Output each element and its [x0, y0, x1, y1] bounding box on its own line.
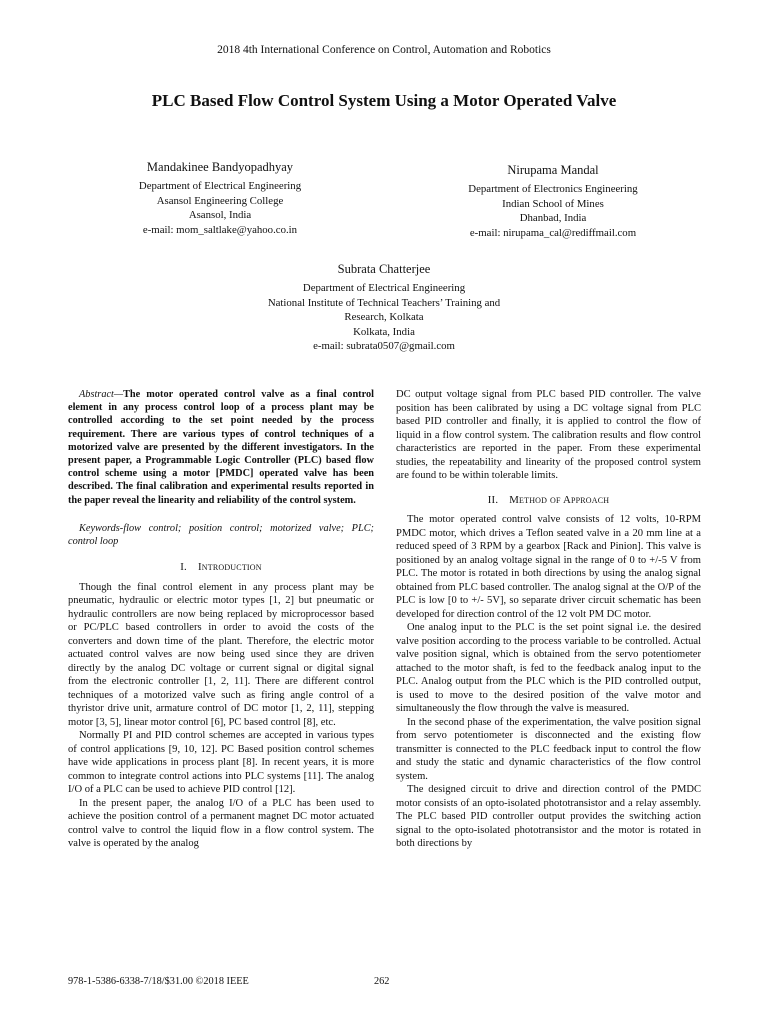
conference-header: 2018 4th International Conference on Control, Automation and Robotics — [217, 44, 551, 56]
paragraph: The designed circuit to drive and direction control of the PMDC motor consists of an opto-isolated phototransistor and a relay assembly. The PLC based PID controller output provides the switching action signal to the opto-isolated phototransistor and the motor is rotated in both directions by — [396, 784, 701, 849]
author-location: Asansol, India — [188, 209, 252, 222]
author-block-2 — [428, 163, 678, 240]
left-column — [68, 388, 374, 851]
author-block-3 — [230, 262, 538, 354]
abstract-label: Abstract— — [79, 389, 124, 400]
paragraph: The motor operated control valve consists of 12 volts, 10-RPM PMDC motor, which drives a Teflon seated valve in a 20 mm line at a reduced speed of 3 RPM by a gearbox [Rack and Pinion]. This valve is positioned by an analog voltage signal in the range of 0 to +/-5 V from PLC. The motor is rotated in both directions by using the analog signal obtained from PLC based controller. The analog signal at the O/P of the PLC is low [0 to +/- 5V], so separate driver circuit schematic has been developed for direction control of the 12 volt PM DC motor. — [396, 514, 701, 620]
author-name: Mandakinee Bandyopadhyay — [146, 160, 294, 174]
author-department: Department of Electronics Engineering — [468, 183, 638, 195]
author-institution: Indian School of Mines — [502, 197, 604, 210]
author-location: Kolkata, India — [353, 325, 415, 338]
paragraph: In the present paper, the analog I/O of a PLC has been used to achieve the position control of a permanent magnet DC motor actuated control valve to control the liquid flow in a flow control system. The valve is operated by the analog — [68, 797, 374, 850]
keywords: Keywords-flow control; position control; motorized valve; PLC; control loop — [68, 522, 374, 548]
author-institution-cont: Research, Kolkata — [344, 311, 424, 324]
paragraph: Normally PI and PID control schemes are accepted in various types of control applications [9, 10, 12]. PC Based position control schemes have wide applications in process plant [8]. In recent years, it is more common to integrate control actions into PLC systems [11]. The analog I/O of a PLC can be used to achieve PID control [12]. — [68, 730, 374, 796]
section-heading-method: II. Method of Approach — [487, 493, 610, 506]
paragraph: Though the final control element in any process plant may be pneumatic, hydraulic or electric motor types [1, 2] but pneumatic or hydraulic controllers are now being replaced by microprocessor based or PC/PLC based controllers in order to avoid the costs of the converters and down time of the plant. Therefore, the electric motor actuated control valves are now being used since they are driven directly by the analog DC voltage or current signal or digital signal from the electronic controller [1, 2, 11]. There are different control techniques of a motorized valve such as firing angle control of a thyristor drive unit, armature control of DC motor [1, 2, 11], stepping motor [3, 5], linear motor control [6], PC based control [8], etc. — [68, 581, 374, 728]
paragraph: In the second phase of the experimentation, the valve position signal from servo potentiometer is disconnected and the existing flow transmitter is connected to the PLC feedback input to control the flow and study the static and dynamic characteristics of the flow control system. — [396, 716, 701, 782]
author-department: Department of Electrical Engineering — [138, 180, 302, 192]
author-institution: National Institute of Technical Teachers’ Training and — [267, 296, 501, 309]
abstract-text: The motor operated control valve as a final control element in any process control loop of a process plant may be controlled according to the set point needed by the process requirement. There are various types of control techniques of a motorized valve are presented by the different investigators. In the present paper, a Programmable Logic Controller (PLC) based flow control scheme using a motor [PMDC] operated valve has been described. The final calibration and experimental results reported in the paper reveal the linearity and reliability of the control system. — [68, 389, 374, 506]
author-email: e-mail: mom_saltlake@yahoo.co.in — [142, 223, 298, 236]
author-institution: Asansol Engineering College — [156, 194, 284, 207]
footer-copyright: 978-1-5386-6338-7/18/$31.00 ©2018 IEEE — [68, 976, 249, 987]
abstract-continuation: DC output voltage signal from PLC based PID controller. The valve position has been calibrated by using a DC voltage signal from PLC based PID controller and finally, it is applied to control the flow of liquid in a flow control system. The calibration results and flow control characteristics are reported in the paper. From these experimental studies, the repeatability and linearity of the proposed control system are found to be within tolerable limits. — [396, 389, 701, 481]
right-column — [396, 388, 701, 851]
author-block-1 — [95, 160, 345, 237]
page-number: 262 — [374, 976, 390, 987]
section-heading-introduction: I. Introduction — [180, 561, 262, 574]
paragraph: One analog input to the PLC is the set point signal i.e. the desired valve position according to the process variable to be controlled. Actual valve position signal, which is obtained from the servo potentiometer attached to the motor shaft, is fed to the feedback analog input to the PLC. Analog output from the PLC which is the PID controlled output, is used to move to the desired position of the valve motor and simultaneously the flow through the valve is measured. — [396, 622, 701, 714]
author-email: e-mail: nirupama_cal@rediffmail.com — [469, 226, 637, 239]
paper-title: PLC Based Flow Control System Using a Motor Operated Valve — [151, 91, 617, 110]
author-name: Nirupama Mandal — [507, 163, 599, 177]
abstract — [68, 388, 374, 507]
author-department: Department of Electrical Engineering — [302, 282, 466, 294]
author-name: Subrata Chatterjee — [337, 262, 431, 276]
author-email: e-mail: subrata0507@gmail.com — [313, 340, 455, 353]
author-location: Dhanbad, India — [519, 212, 587, 225]
